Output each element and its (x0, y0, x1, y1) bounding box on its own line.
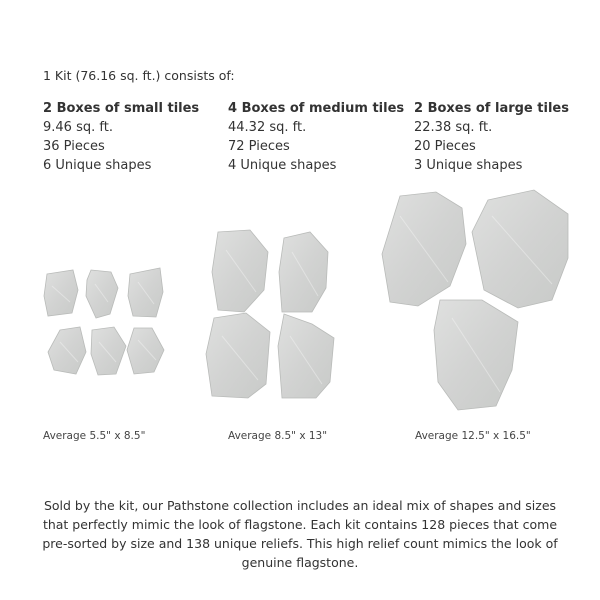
collection-description: Sold by the kit, our Pathstone collection includes an ideal mix of shapes and sizes that perfectly mimic the look of flagstone. Each kit contains 128 pieces that come pre-sorted by size and 138 unique reliefs. This high relief count mimics the look of genuine flagstone. (42, 498, 558, 570)
medium-tiles-title: 4 Boxes of medium tiles (228, 101, 405, 116)
medium-tiles-area: 44.32 sq. ft. (228, 120, 307, 135)
small-tiles-shapes: 6 Unique shapes (43, 158, 152, 173)
kit-intro: 1 Kit (76.16 sq. ft.) consists of: (43, 68, 235, 83)
small-tiles-area: 9.46 sq. ft. (43, 120, 113, 135)
medium-stone-4 (278, 314, 334, 398)
small-tiles-average: Average 5.5" x 8.5" (43, 430, 146, 442)
medium-stone-1 (212, 230, 268, 312)
large-tiles-area: 22.38 sq. ft. (414, 120, 493, 135)
large-tiles-average: Average 12.5" x 16.5" (415, 430, 531, 442)
medium-tiles-average: Average 8.5" x 13" (228, 430, 328, 442)
small-stone-6 (127, 328, 164, 374)
large-tiles-pieces: 20 Pieces (414, 139, 476, 154)
small-stone-5 (91, 327, 126, 375)
small-tiles-title: 2 Boxes of small tiles (43, 101, 200, 116)
small-stone-1 (44, 270, 78, 316)
medium-tiles-pieces: 72 Pieces (228, 139, 290, 154)
small-tiles-pieces: 36 Pieces (43, 139, 105, 154)
medium-tiles-shapes: 4 Unique shapes (228, 158, 337, 173)
large-stone-2 (472, 190, 568, 308)
large-tiles-shapes: 3 Unique shapes (414, 158, 523, 173)
large-tiles-title: 2 Boxes of large tiles (414, 101, 569, 116)
